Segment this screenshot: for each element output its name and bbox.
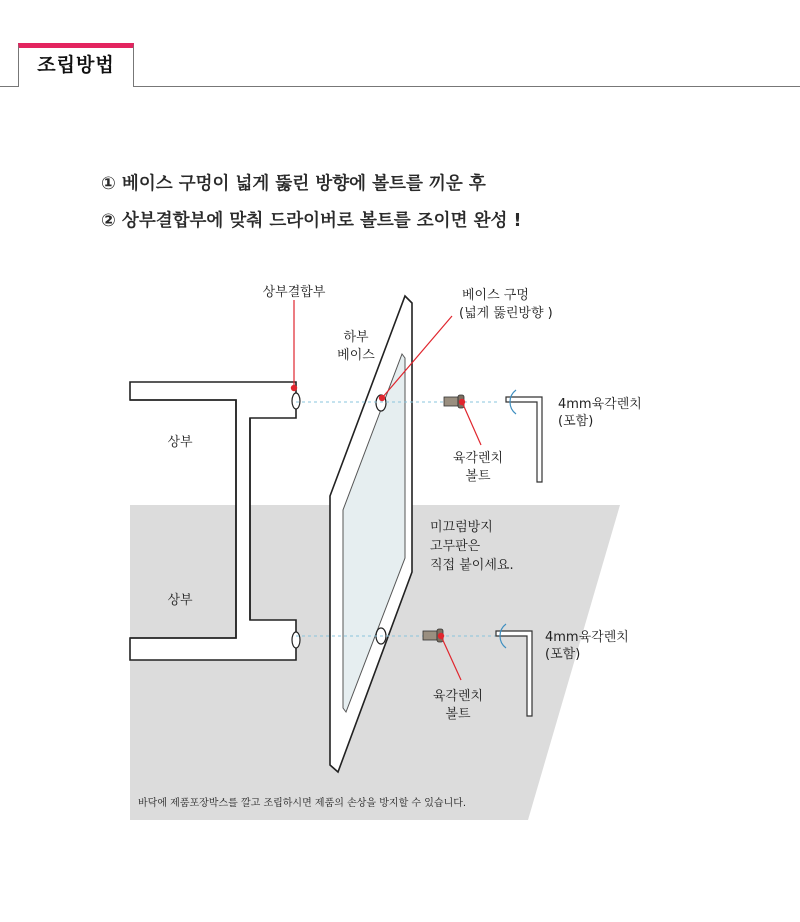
label-pad-line2: 고무판은 bbox=[430, 539, 481, 554]
instruction-step-1: ① 베이스 구멍이 넓게 뚫린 방향에 볼트를 끼운 후 bbox=[101, 174, 486, 194]
label-upper-joint: 상부결합부 bbox=[262, 285, 326, 300]
section-title: 조립방법 bbox=[37, 54, 115, 76]
label-lower-base-line2: 베이스 bbox=[337, 348, 375, 363]
label-top-1: 상부 bbox=[167, 435, 193, 450]
label-wrench-1-line1: 4mm육각렌치 bbox=[558, 397, 642, 412]
label-wrench-2-line2: (포함) bbox=[545, 647, 581, 662]
instruction-step-2: ② 상부결합부에 맞춰 드라이버로 볼트를 조이면 완성 ! bbox=[101, 211, 522, 231]
label-wrench-1-line2: (포함) bbox=[558, 414, 594, 429]
frame-hole-top bbox=[292, 393, 300, 409]
label-wrench-2-line1: 4mm육각렌치 bbox=[545, 630, 629, 645]
label-pad-line1: 미끄럼방지 bbox=[430, 520, 493, 535]
label-bolt-1-line1: 육각렌치 bbox=[452, 451, 504, 466]
label-top-2: 상부 bbox=[167, 593, 193, 608]
label-bolt-2-line2: 볼트 bbox=[445, 707, 471, 722]
hex-wrench-icon-top bbox=[506, 390, 542, 482]
frame-hole-bottom bbox=[292, 632, 300, 648]
label-base-hole-line2: (넓게 뚫린방향 ) bbox=[459, 306, 553, 321]
label-bolt-1-line2: 볼트 bbox=[465, 469, 491, 484]
label-pad-line3: 직접 붙이세요. bbox=[430, 558, 514, 573]
label-lower-base-line1: 하부 bbox=[343, 330, 369, 345]
label-base-hole-line1: 베이스 구멍 bbox=[462, 288, 529, 303]
label-bolt-2-line1: 육각렌치 bbox=[432, 689, 484, 704]
floor-note: 바닥에 제품포장박스를 깔고 조립하시면 제품의 손상을 방지할 수 있습니다. bbox=[138, 798, 467, 809]
